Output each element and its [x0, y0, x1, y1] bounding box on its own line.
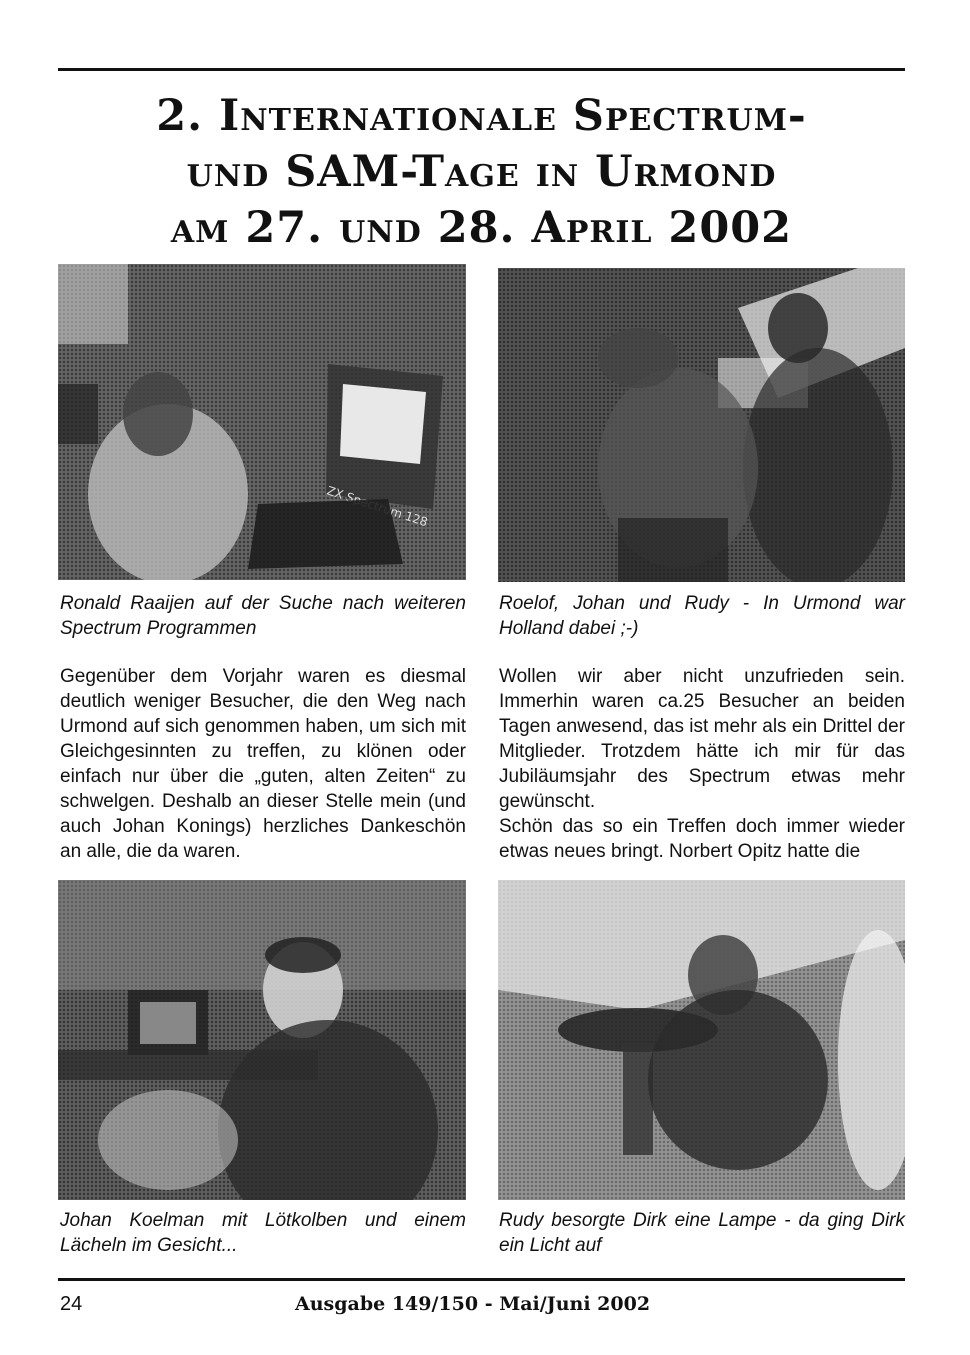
- caption-photo-3: Johan Koelman mit Lötkolben und einem Lächeln im Gesicht...: [60, 1210, 466, 1256]
- article-paragraph-left: Gegenüber dem Vorjahr waren es diesmal deutlich weniger Besucher, die den Weg nach Urmond auf sich genommen haben, um sich mit Gleichgesinnten zu treffen, zu klönen oder einfach nur über die „guten, alten Zeiten“ zu schwelgen. Deshalb an dieser Stelle mein (und auch Johan Konings) herzliches Dankeschön an alle, die da waren.: [60, 666, 466, 862]
- article-column-right: [499, 664, 905, 864]
- photo-johan-koelman: [58, 880, 466, 1200]
- title-line-2: und SAM-Tage in Urmond: [186, 147, 777, 197]
- article-paragraph-right-2: Schön das so ein Treffen doch immer wieder etwas neues bringt. Norbert Opitz hatte die: [499, 816, 905, 862]
- photo-ronald-raaijen: [58, 264, 466, 580]
- article-paragraph-right-1: Wollen wir aber nicht unzufrieden sein. Immerhin waren ca.25 Besucher an beiden Tagen anwesend, das ist mehr als ein Drittel der Mitglieder. Trotzdem hätte ich mir für das Jubiläumsjahr des Spectrum etwas mehr gewünscht.: [499, 666, 905, 812]
- issue-info: Ausgabe 149/150 - Mai/Juni 2002: [295, 1293, 651, 1315]
- page-number: 24: [60, 1293, 83, 1315]
- caption-photo-1: Ronald Raaijen auf der Suche nach weiteren Spectrum Programmen: [60, 593, 466, 639]
- monitor-label: ZX 128: [325, 483, 430, 530]
- title-line-1: 2. Internationale Spectrum-: [156, 91, 807, 141]
- caption-photo-2: Roelof, Johan und Rudy - In Urmond war Holland dabei ;-): [499, 593, 905, 639]
- bottom-rule: [58, 1278, 905, 1281]
- article-column-left: [60, 664, 466, 864]
- article-title: [58, 88, 905, 256]
- photo-rudy-and-dirk: [498, 880, 905, 1200]
- photo-roelof-johan-rudy: [498, 268, 905, 582]
- top-rule: [58, 68, 905, 71]
- caption-photo-4: Rudy besorgte Dirk eine Lampe - da ging Dirk ein Licht auf: [499, 1210, 905, 1256]
- title-line-3: am 27. und 28. April 2002: [170, 203, 793, 253]
